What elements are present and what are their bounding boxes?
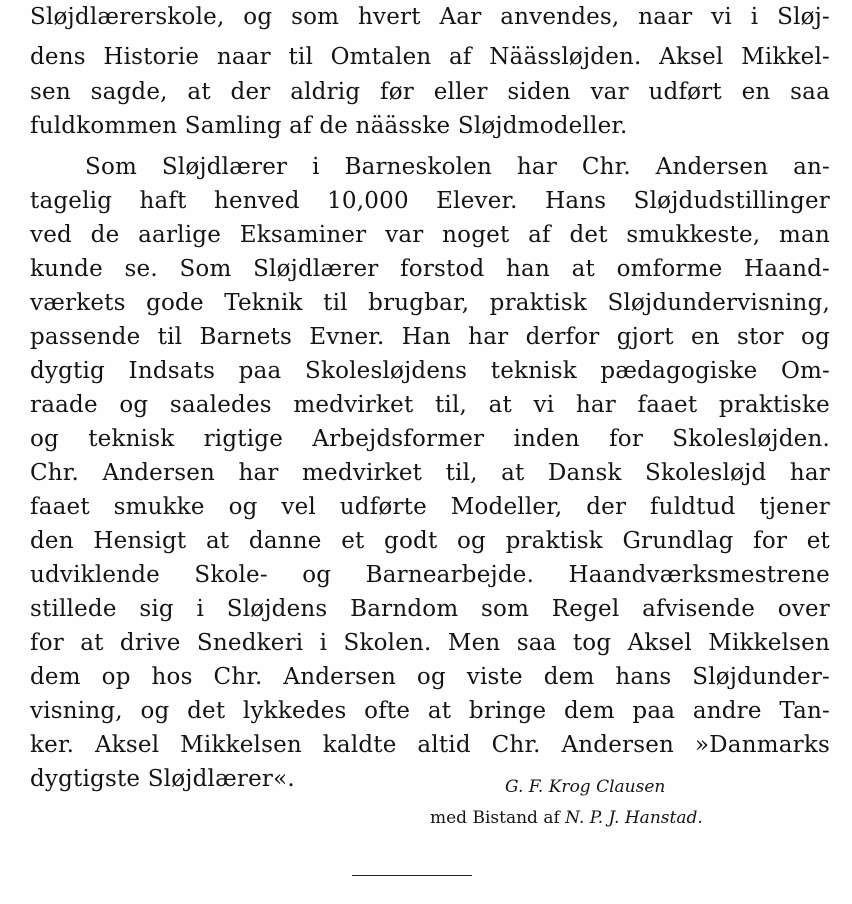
author-name: G. F. Krog Clausen (505, 777, 666, 797)
coauthor-signature (430, 808, 703, 828)
text-line: den Hensigt at danne et godt og praktisk Grundlag for et (30, 528, 830, 554)
coauthor-name: N. P. J. Hanstad. (565, 808, 703, 828)
text-line: for at drive Snedkeri i Skolen. Men saa tog Aksel Mikkelsen (30, 630, 830, 656)
author-signature (505, 777, 665, 797)
text-line: visning, og det lykkedes ofte at bringe dem paa andre Tan- (30, 698, 830, 724)
text-line: dens Historie naar til Omtalen af Näässløjden. Aksel Mikkel- (30, 44, 830, 70)
text-line: udviklende Skole- og Barnearbejde. Haandværksmestrene (30, 562, 830, 588)
text-line: og teknisk rigtige Arbejdsformer inden for Skolesløjden. (30, 426, 830, 452)
text-line: dygtig Indsats paa Skolesløjdens teknisk pædagogiske Om- (30, 358, 830, 384)
text-line: ved de aarlige Eksaminer var noget af det smukkeste, man (30, 222, 830, 248)
text-line: fuldkommen Samling af de näässke Sløjdmodeller. (30, 113, 628, 139)
text-line: faaet smukke og vel udførte Modeller, der fuldtud tjener (30, 494, 830, 520)
text-line: Sløjdlærerskole, og som hvert Aar anvendes, naar vi i Sløj- (30, 4, 830, 30)
text-line: Chr. Andersen har medvirket til, at Dansk Skolesløjd har (30, 460, 830, 486)
section-divider (352, 875, 472, 876)
text-line: raade og saaledes medvirket til, at vi har faaet praktiske (30, 392, 830, 418)
text-line: passende til Barnets Evner. Han har derfor gjort en stor og (30, 324, 830, 350)
paragraph-first-line: Som Sløjdlærer i Barneskolen har Chr. Andersen an- (85, 154, 830, 180)
text-line: kunde se. Som Sløjdlærer forstod han at omforme Haand- (30, 256, 830, 282)
text-line: dem op hos Chr. Andersen og viste dem hans Sløjdunder- (30, 664, 830, 690)
text-line: ker. Aksel Mikkelsen kaldte altid Chr. Andersen »Danmarks (30, 732, 830, 758)
text-line: dygtigste Sløjdlærer«. (30, 766, 295, 792)
coauthor-prefix: med Bistand af (430, 808, 560, 828)
text-line: stillede sig i Sløjdens Barndom som Regel afvisende over (30, 596, 830, 622)
text-line: sen sagde, at der aldrig før eller siden var udført en saa (30, 79, 830, 105)
text-line: værkets gode Teknik til brugbar, praktisk Sløjdundervisning, (30, 290, 830, 316)
text-line: tagelig haft henved 10,000 Elever. Hans Sløjdudstillinger (30, 188, 830, 214)
